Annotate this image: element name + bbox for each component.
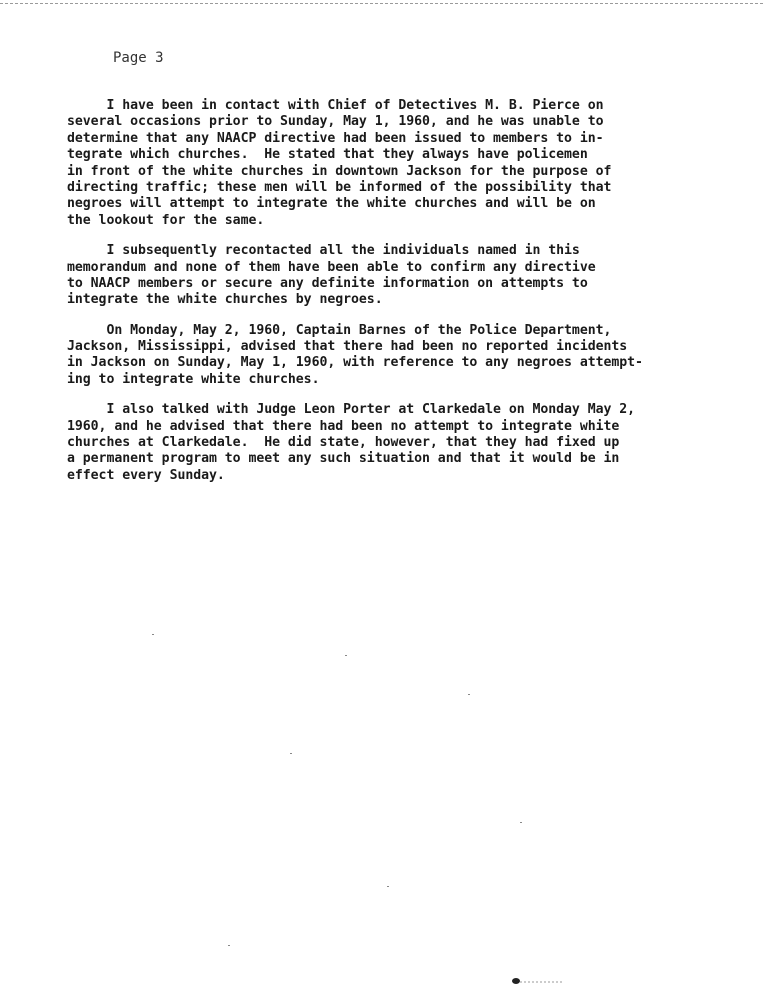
scan-speck [387,886,389,887]
text-line: I subsequently recontacted all the individuals named in this [67,243,580,259]
scan-speck [290,753,292,754]
text-line: in Jackson on Sunday, May 1, 1960, with reference to any negroes attempt- [67,355,643,371]
page-number: Page 3 [113,50,164,66]
text-line: Jackson, Mississippi, advised that there had been no reported incidents [67,339,628,355]
text-line: I have been in contact with Chief of Detectives M. B. Pierce on [67,98,604,113]
text-line: tegrate which churches. He stated that they always have policemen [67,147,588,163]
memo-body [67,98,757,498]
text-line: determine that any NAACP directive had been issued to members to in- [67,130,604,146]
scan-speck [152,634,154,635]
text-line: 1960, and he advised that there had been no attempt to integrate white [67,418,620,434]
text-line: the lookout for the same. [67,212,265,228]
text-line: On Monday, May 2, 1960, Captain Barnes of the Police Department, [67,322,612,338]
text-line: effect every Sunday. [67,467,225,483]
text-line: ing to integrate white churches. [67,371,320,387]
scan-speck [345,655,347,656]
paragraph-recontacted [67,243,757,309]
paragraph-barnes [67,323,757,389]
text-line: to NAACP members or secure any definite information on attempts to [67,275,588,291]
text-line: negroes will attempt to integrate the white churches and will be on [67,196,596,212]
text-line: integrate the white churches by negroes. [67,292,383,308]
paragraph-porter [67,402,757,484]
text-line: several occasions prior to Sunday, May 1, 1960, and he was unable to [67,114,604,130]
scan-speck [520,822,522,823]
ink-smudge [508,976,568,986]
text-line: I also talked with Judge Leon Porter at Clarkedale on Monday May 2, [67,402,636,418]
text-line: directing traffic; these men will be informed of the possibility that [67,179,612,195]
scan-speck [228,945,230,946]
paragraph-pierce [67,98,757,229]
page-top-edge [0,3,763,4]
text-line: in front of the white churches in downtown Jackson for the purpose of [67,163,612,179]
text-line: memorandum and none of them have been able to confirm any directive [67,259,596,275]
scan-speck [468,694,470,695]
text-line: churches at Clarkedale. He did state, however, that they had fixed up [67,435,620,451]
text-line: a permanent program to meet any such situation and that it would be in [67,451,620,467]
